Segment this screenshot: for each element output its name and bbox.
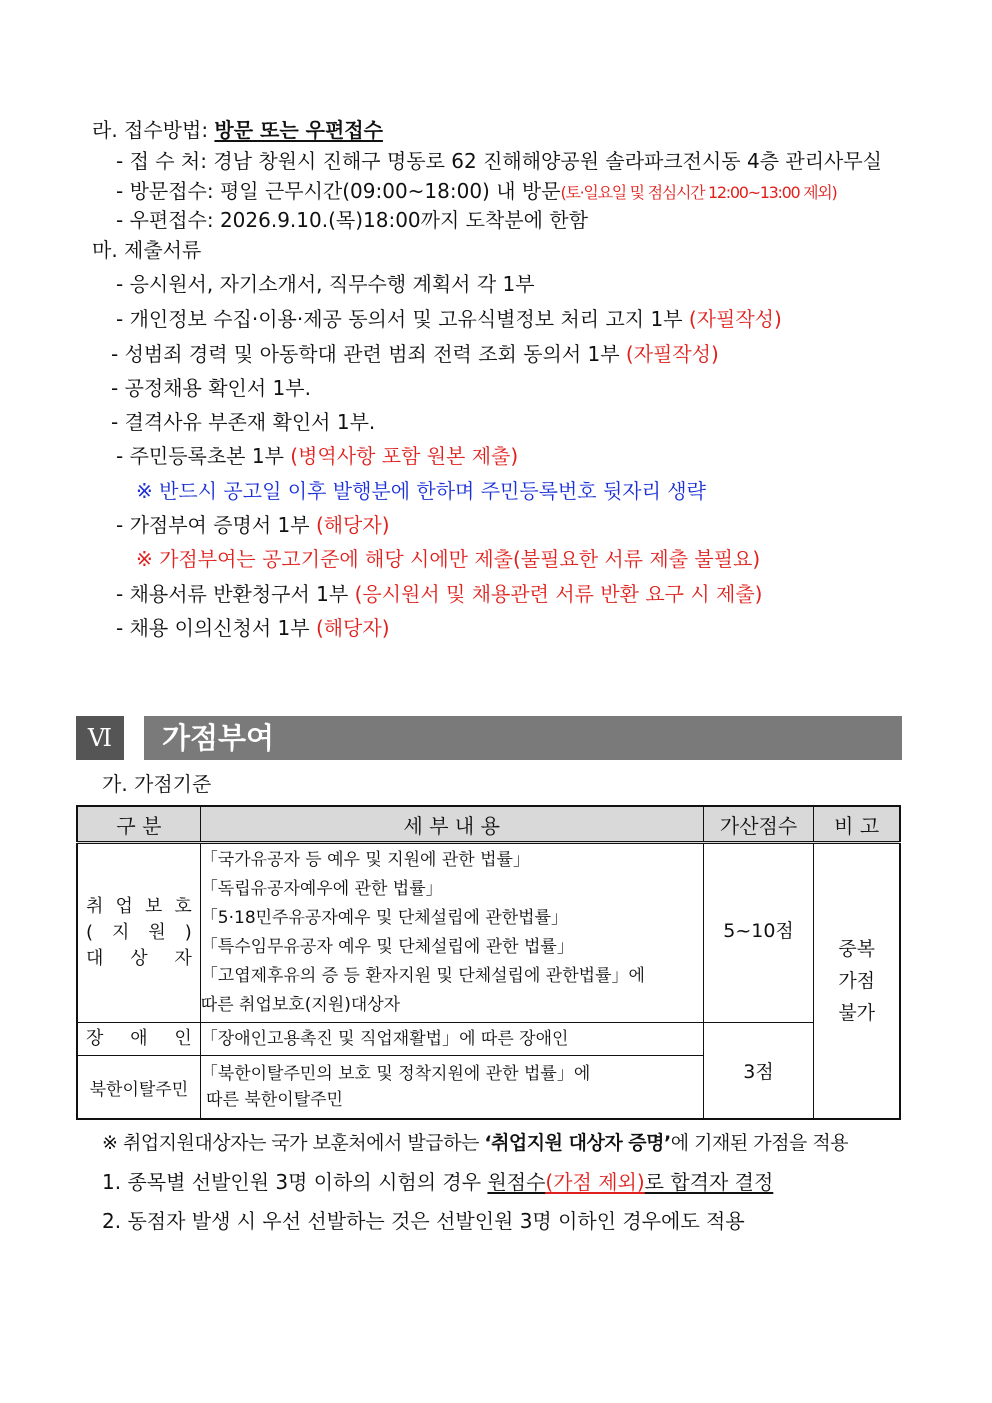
score-employment-protection: 5~10점 — [703, 843, 814, 1023]
category-char: 자 — [174, 948, 192, 969]
detail-line: 「국가유공자 등 예우 및 지원에 관한 법률」 — [200, 850, 530, 870]
detail-line: 「5·18민주유공자예우 및 단체설립에 관한법률」 — [200, 908, 569, 928]
receipt-place: - 접 수 처: 경남 창원시 진해구 명동로 62 진해해양공원 솔라파크전시동 4층 관리사무실 — [116, 149, 882, 173]
mail-receipt: - 우편접수: 2026.9.10.(목)18:00까지 도착분에 한함 — [116, 208, 588, 232]
doc-item — [116, 580, 762, 608]
category-char: ) — [184, 922, 192, 943]
category-char: 장 — [86, 1028, 104, 1049]
section-title: 가점부여 — [162, 721, 275, 755]
category-line — [78, 920, 200, 946]
doc-item-note: (자필작성) — [625, 342, 719, 366]
doc-item-note: (자필작성) — [688, 307, 782, 331]
doc-item: - 결격사유 부존재 확인서 1부. — [111, 410, 376, 434]
detail-line: 「고엽제후유의 증 등 환자지원 및 단체설립에 관한법률」에 — [200, 966, 645, 986]
doc-item-text: - 성범죄 경력 및 아동학대 관련 범죄 전력 조회 동의서 1부 — [111, 342, 626, 366]
category-disabled — [77, 1023, 200, 1056]
category-line — [78, 946, 200, 972]
details-defector — [200, 1056, 703, 1120]
receipt-method-value: 방문 또는 우편접수 — [214, 118, 383, 142]
category-char: 원 — [148, 922, 166, 943]
detail-line: 「특수임무유공자 예우 및 단체설립에 관한 법률」 — [200, 937, 574, 957]
visit-receipt — [116, 177, 836, 207]
category-employment-protection — [77, 843, 200, 1023]
category-char: 인 — [174, 1028, 192, 1049]
detail-line: 「북한이탈주민의 보호 및 정착지원에 관한 법률」에 — [200, 1064, 591, 1084]
note-no-duplicate — [814, 843, 900, 1120]
table-row — [77, 1023, 900, 1056]
category-char: 지 — [112, 922, 130, 943]
doc-item-note: (병역사항 포함 원본 제출) — [290, 444, 519, 468]
score-disabled-defector: 3점 — [703, 1023, 814, 1120]
rule-1-original-score: 원점수 — [487, 1170, 546, 1194]
category-char: 취 — [86, 896, 104, 917]
category-defector: 북한이탈주민 — [77, 1056, 200, 1120]
category-char: 보 — [144, 896, 163, 917]
criteria-heading: 가. 가점기준 — [102, 772, 212, 796]
category-char: 업 — [115, 896, 133, 917]
rule-2: 2. 동점자 발생 시 우선 선발하는 것은 선발인원 3명 이하인 경우에도 적용 — [102, 1209, 745, 1233]
doc-item-text: - 채용서류 반환청구서 1부 — [116, 582, 355, 606]
category-char: 애 — [130, 1028, 148, 1049]
visit-receipt-text: - 방문접수: 평일 근무시간(09:00~18:00) 내 방문 — [116, 179, 561, 203]
rule-1 — [102, 1168, 773, 1196]
receipt-method-label: 라. 접수방법: — [92, 118, 215, 142]
header-category: 구 분 — [77, 806, 200, 843]
footnote-bold: ‘취업지원 대상자 증명’ — [484, 1132, 671, 1154]
category-char: ( — [86, 922, 94, 943]
header-score: 가산점수 — [703, 806, 814, 843]
bonus-points-table — [76, 805, 901, 1120]
header-details: 세 부 내 용 — [200, 806, 703, 843]
rule-1-excluded: (가점 제외) — [545, 1170, 645, 1194]
doc-item: - 응시원서, 자기소개서, 직무수행 계획서 각 1부 — [116, 272, 535, 296]
doc-item — [116, 305, 782, 333]
section-number: Ⅵ — [76, 716, 124, 760]
doc-item-note: (해당자) — [315, 513, 390, 537]
rule-1-prefix: 1. 종목별 선발인원 3명 이하의 시험의 경우 — [102, 1170, 488, 1194]
category-char: 상 — [130, 948, 148, 969]
doc-item-text: - 개인정보 수집·이용·제공 동의서 및 고유식별정보 처리 고지 1부 — [116, 307, 689, 331]
documents-heading: 마. 제출서류 — [92, 238, 202, 262]
category-line — [78, 894, 200, 920]
note-line: 불가 — [838, 1002, 876, 1024]
doc-item — [111, 340, 719, 368]
doc-item-text: - 가점부여 증명서 1부 — [116, 513, 316, 537]
note-line: 가점 — [838, 970, 876, 992]
section-header-bar — [144, 716, 902, 760]
category-char: 호 — [174, 896, 192, 917]
doc-item-note: (응시원서 및 채용관련 서류 반환 요구 시 제출) — [354, 582, 763, 606]
detail-line: 「독립유공자예우에 관한 법률」 — [200, 879, 443, 899]
header-note: 비 고 — [814, 806, 900, 843]
rule-1-suffix: 로 합격자 결정 — [644, 1170, 774, 1194]
doc-item-text: - 주민등록초본 1부 — [116, 444, 291, 468]
table-header-row — [77, 806, 900, 843]
doc-item — [116, 614, 390, 642]
doc-item-note: (해당자) — [315, 616, 390, 640]
detail-line: 따른 취업보호(지원)대상자 — [200, 995, 401, 1015]
detail-line: 따른 북한이탈주민 — [200, 1090, 343, 1110]
doc-item-text: - 채용 이의신청서 1부 — [116, 616, 316, 640]
doc-item: - 공정채용 확인서 1부. — [111, 376, 311, 400]
visit-receipt-note: (토·일요일 및 점심시간 12:00~13:00 제외) — [560, 183, 837, 202]
note-line: 중복 — [838, 938, 876, 960]
doc-blue-notice: ※ 반드시 공고일 이후 발행분에 한하며 주민등록번호 뒷자리 생략 — [136, 479, 706, 503]
doc-item — [116, 442, 518, 470]
doc-item — [116, 511, 390, 539]
details-disabled: 「장애인고용촉진 및 직업재활법」에 따른 장애인 — [200, 1023, 703, 1056]
category-char: 대 — [86, 948, 104, 969]
footnote-suffix: 에 기재된 가점을 적용 — [670, 1132, 849, 1154]
receipt-method-heading — [92, 116, 383, 144]
doc-red-notice: ※ 가점부여는 공고기준에 해당 시에만 제출(불필요한 서류 제출 불필요) — [136, 547, 761, 571]
footnote-prefix: ※ 취업지원대상자는 국가 보훈처에서 발급하는 — [102, 1132, 485, 1154]
footnote — [102, 1129, 848, 1157]
details-employment-protection — [200, 843, 703, 1023]
table-row — [77, 843, 900, 1023]
category-line — [78, 1026, 200, 1052]
